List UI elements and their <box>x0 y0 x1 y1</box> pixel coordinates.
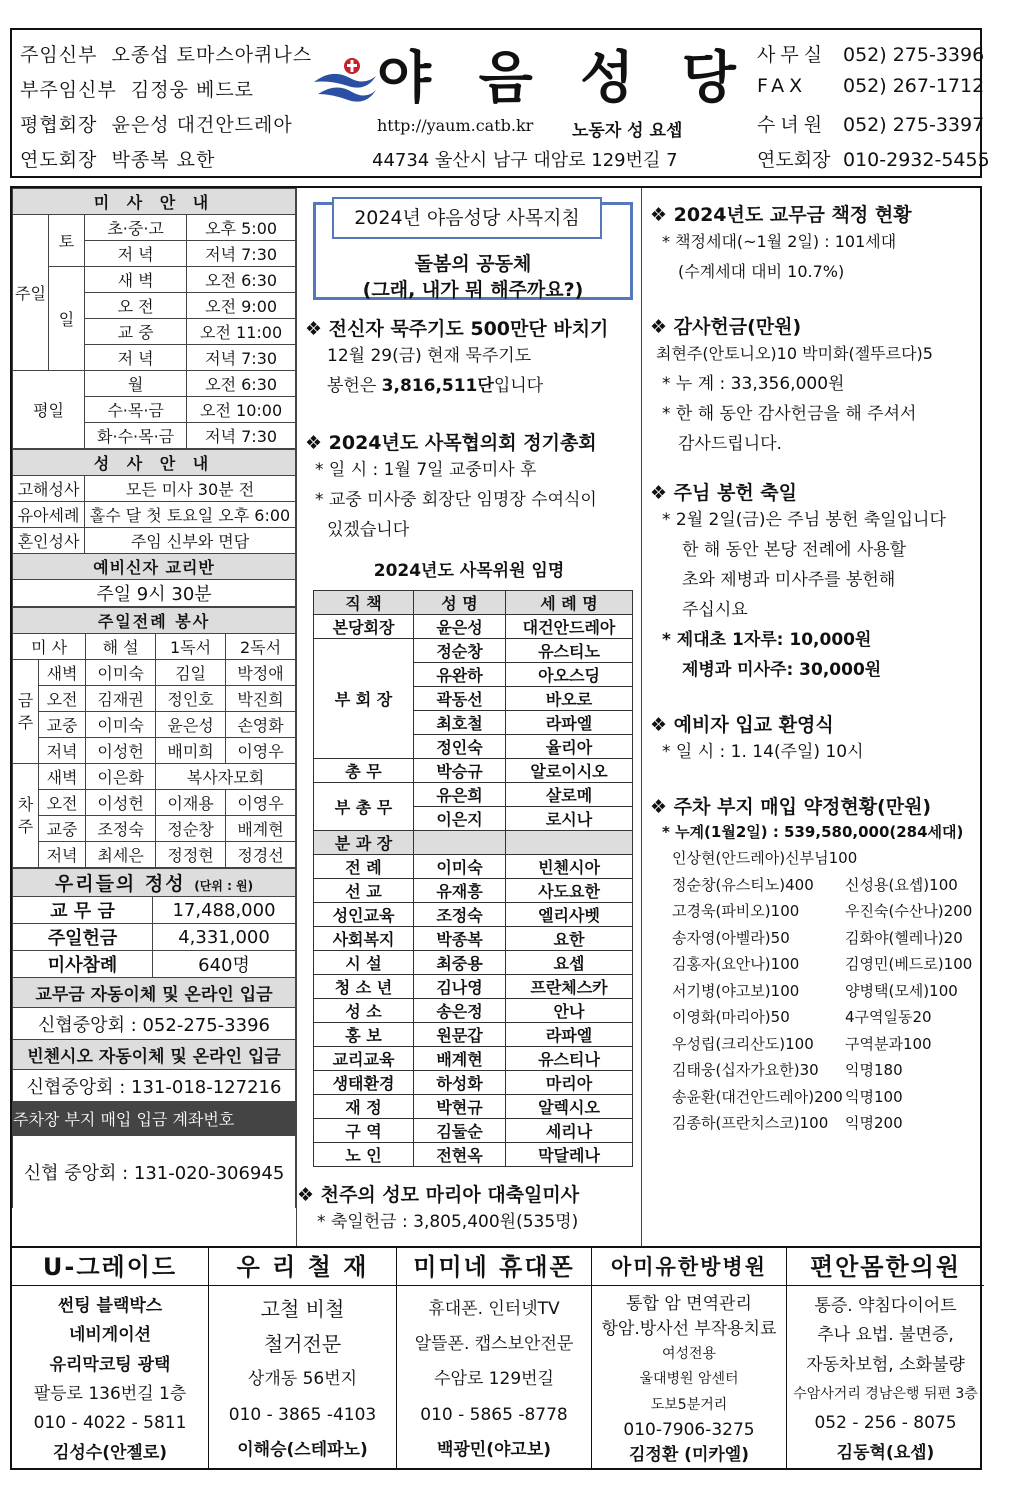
ad-line: 010 - 3865 -4103 <box>228 1404 377 1425</box>
committee-role: 홍 보 <box>314 1023 414 1047</box>
committee-role: 총 무 <box>314 759 414 783</box>
bulletin-header <box>10 28 990 178</box>
committee-baptism: 빈첸시아 <box>506 855 633 879</box>
ad-block <box>592 1248 787 1470</box>
ad-block <box>397 1248 592 1470</box>
mass-name: 수·목·금 <box>85 397 187 423</box>
donor-entry: 우성립(크리산도)100 <box>672 1034 814 1053</box>
committee-name: 박종복 <box>414 927 506 951</box>
committee-role: 청 소 년 <box>314 975 414 999</box>
committee-name: 원문갑 <box>414 1023 506 1047</box>
committee-baptism: 사도요한 <box>506 879 633 903</box>
committee-baptism: 요한 <box>506 927 633 951</box>
committee-baptism: 라파엘 <box>506 1023 633 1047</box>
mass-name: 새 벽 <box>85 267 187 293</box>
sunday-day-label: 일 <box>49 267 85 371</box>
committee-role: 전 례 <box>314 855 414 879</box>
committee-name: 김나영 <box>414 975 506 999</box>
donor-entry: 우진숙(수산나)200 <box>845 902 973 920</box>
donor-row <box>650 872 963 899</box>
offering-unit: (단위 : 원) <box>194 879 254 893</box>
offering-label: 주일헌금 <box>13 924 153 951</box>
liturgy-person: 이성헌 <box>86 790 156 816</box>
donor-entry: 김화야(헬레나)20 <box>845 928 963 947</box>
liturgy-table <box>12 607 296 868</box>
committee-baptism: 아오스딩 <box>506 663 633 687</box>
prayer-text: 입니다 <box>493 376 544 396</box>
committee-name: 정인숙 <box>414 735 506 759</box>
mass-time: 오전 6:30 <box>187 371 296 397</box>
committee-baptism: 라파엘 <box>506 711 633 735</box>
donor-entry: 신성용(요셉)100 <box>845 875 958 894</box>
donor-row <box>650 1004 963 1031</box>
weekday-label: 평일 <box>13 371 85 449</box>
committee-name: 박승규 <box>414 759 506 783</box>
donor-entry: 4구역일동20 <box>845 1008 932 1026</box>
sacrament-info: 홀수 달 첫 토요일 오후 6:00 <box>85 502 296 528</box>
motto: 노동자 성 요셉 <box>572 121 683 141</box>
prayer-line2 <box>305 371 608 401</box>
col-head: 미 사 <box>13 634 86 660</box>
middle-column <box>296 188 642 1246</box>
header-staff-2: 부주임신부 김정웅 베드로 <box>20 79 255 101</box>
committee-baptism: 바오로 <box>506 687 633 711</box>
liturgy-person: 윤은성 <box>156 712 226 738</box>
sacrament-name: 혼인성사 <box>13 528 85 554</box>
donor-entry: 인상현(안드레아)신부님100 <box>672 849 858 867</box>
next-week-label: 차주 <box>13 764 39 868</box>
welcome-date: * 일 시 : 1. 14(주일) 10시 <box>662 742 864 762</box>
committee-role: 본당회장 <box>314 615 414 639</box>
contact-convent: 수녀원 052) 275-3397 <box>757 114 985 136</box>
mass-name: 월 <box>85 371 187 397</box>
sacrament-info: 주임 신부와 면담 <box>85 528 296 554</box>
prayer-text: 봉헌은 <box>327 376 382 396</box>
bank2-title: 빈첸시오 자동이체 및 온라인 입금 <box>13 1040 296 1070</box>
ad-line: 052 - 256 - 8075 <box>814 1413 957 1434</box>
liturgy-person: 이영우 <box>226 738 296 764</box>
ad-block <box>12 1248 209 1470</box>
committee-name: 윤은성 <box>414 615 506 639</box>
donor-entry: 양병택(모세)100 <box>845 981 958 1000</box>
liturgy-mass: 교중 <box>39 712 86 738</box>
this-week-label: 금주 <box>13 660 39 764</box>
committee-subtitle: 2024년도 사목위원 임명 <box>373 561 565 581</box>
committee-name: 유완하 <box>414 663 506 687</box>
bank3-title: 주차장 부지 매입 입금 계좌번호 <box>13 1102 296 1136</box>
donor-entry: 익명180 <box>845 1061 903 1079</box>
sunday-label: 주일 <box>13 215 49 371</box>
donor-row <box>650 1057 963 1084</box>
liturgy-person: 이재용 <box>156 790 226 816</box>
donor-entry: 김종하(프란치스코)100 <box>672 1114 829 1132</box>
sacrament-table <box>12 449 296 607</box>
ad-title: 우 리 철 재 <box>209 1248 396 1286</box>
liturgy-mass: 새벽 <box>39 764 86 790</box>
mass-time: 저녁 7:30 <box>187 345 296 371</box>
committee-name: 박현규 <box>414 1095 506 1119</box>
committee-name: 하성화 <box>414 1071 506 1095</box>
donor-entry: 송윤환(대건안드레아)200 <box>672 1087 843 1106</box>
mass-name: 화·수·목·금 <box>85 423 187 449</box>
sacrament-name: 고해성사 <box>13 476 85 502</box>
donor-row <box>650 925 963 952</box>
donor-row <box>650 978 963 1005</box>
committee-role: 사회복지 <box>314 927 414 951</box>
committee-baptism: 율리아 <box>506 735 633 759</box>
ad-line: 고철 비철 <box>260 1297 345 1321</box>
committee-baptism: 마리아 <box>506 1071 633 1095</box>
committee-baptism: 살로메 <box>506 783 633 807</box>
feast-candle-price: * 제대초 1자루: 10,000원 <box>662 630 872 650</box>
offering-title-text: 우리들의 정성 <box>54 873 186 895</box>
committee-baptism: 요셉 <box>506 951 633 975</box>
liturgy-person: 배계현 <box>226 816 296 842</box>
committee-role: 노 인 <box>314 1143 414 1167</box>
ad-line: 수암사거리 경남은행 뒤편 3층 <box>793 1386 978 1402</box>
committee-name: 김둘순 <box>414 1119 506 1143</box>
feast-line2: 한 해 동안 본당 전례에 사용할 <box>682 540 907 560</box>
liturgy-person: 이성헌 <box>86 738 156 764</box>
committee-baptism: 세리나 <box>506 1119 633 1143</box>
offering-label: 미사참례 <box>13 951 153 978</box>
ad-line: 수암로 129번길 <box>434 1369 554 1390</box>
committee-role: 선 교 <box>314 879 414 903</box>
ad-line: 통증. 약침다이어트 <box>814 1296 957 1316</box>
liturgy-person: 이미숙 <box>86 712 156 738</box>
liturgy-person: 조정숙 <box>86 816 156 842</box>
feast-line3: 초와 제병과 미사주를 봉헌해 <box>682 570 896 590</box>
liturgy-mass: 새벽 <box>39 660 86 686</box>
ad-line: 김성수(안젤로) <box>52 1442 168 1463</box>
committee-role: 성 소 <box>314 999 414 1023</box>
ad-line: 자동차보험, 소화불량 <box>806 1354 965 1375</box>
donor-entry: 익명200 <box>845 1114 903 1132</box>
pastoral-line1: 돌봄의 공동체 <box>414 253 532 275</box>
ad-title: U-그레이드 <box>12 1248 208 1286</box>
sacrament-name: 유아세례 <box>13 502 85 528</box>
col-head: 2독서 <box>226 634 296 660</box>
ad-block <box>787 1248 984 1470</box>
donor-entry: 이영화(마리아)50 <box>672 1008 790 1026</box>
donor-entry: 송자영(아벨라)50 <box>672 928 790 947</box>
committee-name: 최중용 <box>414 951 506 975</box>
header-staff-1: 주임신부 오종섭 토마스아퀴나스 <box>20 44 313 66</box>
ad-line: 김정환 (미카엘) <box>629 1444 749 1465</box>
pastoral-title: 2024년 야음성당 사목지침 <box>332 197 602 239</box>
ad-block <box>209 1248 397 1470</box>
liturgy-person: 김일 <box>156 660 226 686</box>
feast-title: ❖ 주님 봉헌 축일 <box>650 482 798 504</box>
donor-row <box>650 1084 963 1111</box>
sacrament-title: 성 사 안 내 <box>13 450 296 476</box>
thanks-total: * 누 계 : 33,356,000원 <box>662 374 845 394</box>
catechumen-title: 예비신자 교리반 <box>13 554 296 580</box>
liturgy-mass: 저녁 <box>39 738 86 764</box>
website-link[interactable]: http://yaum.catb.kr <box>377 116 534 135</box>
donor-entry: 김영민(베드로)100 <box>845 955 973 973</box>
committee-baptism: 알렉시오 <box>506 1095 633 1119</box>
ad-line: 휴대폰. 인터넷TV <box>428 1299 560 1319</box>
address: 44734 울산시 남구 대암로 129번길 7 <box>372 150 678 171</box>
committee-name: 최호철 <box>414 711 506 735</box>
ad-line: 썬팅 블랙박스 <box>57 1296 163 1316</box>
col-head: 직 책 <box>314 591 414 615</box>
offering-value: 640명 <box>153 951 296 978</box>
pastoral-box <box>313 202 633 300</box>
liturgy-person: 이미숙 <box>86 660 156 686</box>
ad-line: 백광민(야고보) <box>436 1439 552 1460</box>
parking-title: ❖ 주차 부지 매입 약정현황(만원) <box>650 796 932 818</box>
feast-host-price: 제병과 미사주: 30,000원 <box>682 660 882 680</box>
donor-entry: 구역분과100 <box>845 1034 932 1053</box>
donor-entry: 김홍자(요안나)100 <box>672 955 800 973</box>
bank2-account: 신협중앙회 : 131-018-127216 <box>13 1070 296 1102</box>
donor-entry: 익명100 <box>845 1087 903 1106</box>
col-head: 해 설 <box>86 634 156 660</box>
thanks-line3: * 한 해 동안 감사헌금을 해 주셔서 <box>662 404 917 424</box>
liturgy-person: 배미희 <box>156 738 226 764</box>
committee-baptism: 대건안드레아 <box>506 615 633 639</box>
col-head: 성 명 <box>414 591 506 615</box>
sacrament-info: 모든 미사 30분 전 <box>85 476 296 502</box>
council-title: ❖ 2024년도 사목협의회 정기총회 <box>305 432 597 454</box>
offering-title <box>13 869 296 897</box>
ad-line: 도보5분거리 <box>650 1396 728 1413</box>
liturgy-person: 최세은 <box>86 842 156 868</box>
council-line1: * 일 시 : 1월 7일 교중미사 후 <box>315 460 537 480</box>
liturgy-person: 박진희 <box>226 686 296 712</box>
contact-yeondo: 연도회장 010-2932-5455 <box>757 149 990 171</box>
contact-fax: FAX 052) 267-1712 <box>757 75 985 97</box>
mass-time: 저녁 7:30 <box>187 423 296 449</box>
committee-role: 성인교육 <box>314 903 414 927</box>
prayer-count: 3,816,511단 <box>381 376 494 396</box>
mass-schedule-table <box>12 188 296 449</box>
donor-row <box>650 1110 963 1137</box>
liturgy-person: 정인호 <box>156 686 226 712</box>
header-staff-4: 연도회장 박종복 요한 <box>20 149 216 171</box>
ad-title: 아미유한방병원 <box>592 1248 786 1286</box>
ad-line: 여성전용 <box>661 1346 717 1363</box>
catechumen-time: 주일 9시 30분 <box>13 580 296 607</box>
contact-office: 사무실 052) 275-3396 <box>757 44 985 66</box>
committee-name: 송은정 <box>414 999 506 1023</box>
ad-line: 010 - 4022 - 5811 <box>33 1413 187 1434</box>
donor-entry: 서기병(야고보)100 <box>672 981 800 1000</box>
header-staff-3: 평협회장 윤은성 대건안드레아 <box>20 114 293 136</box>
liturgy-mass: 교중 <box>39 816 86 842</box>
ad-title: 편안몸한의원 <box>787 1248 984 1286</box>
offering-value: 4,331,000 <box>153 924 296 951</box>
liturgy-person: 이영우 <box>226 790 296 816</box>
bank1-account: 신협중앙회 : 052-275-3396 <box>13 1008 296 1040</box>
thanks-line4: 감사드립니다. <box>678 434 782 454</box>
mass-name: 초·중·고 <box>85 215 187 241</box>
church-title: 야 음 성 당 <box>377 46 750 111</box>
ad-line: 알뜰폰. 캡스보안전문 <box>414 1334 574 1355</box>
mass-name: 교 중 <box>85 319 187 345</box>
committee-baptism: 프란체스카 <box>506 975 633 999</box>
committee-baptism: 알로이시오 <box>506 759 633 783</box>
mass-time: 오전 6:30 <box>187 267 296 293</box>
mass-time: 저녁 7:30 <box>187 241 296 267</box>
prayer-title: ❖ 전신자 묵주기도 500만단 바치기 <box>305 318 609 340</box>
ad-line: 울대병원 암센터 <box>639 1371 739 1388</box>
donor-row <box>650 845 963 872</box>
ad-line: 상개동 56번지 <box>247 1369 358 1390</box>
prayer-line1: 12월 29(금) 현재 묵주기도 <box>327 346 532 366</box>
left-column <box>12 188 296 1246</box>
committee-baptism: 엘리사벳 <box>506 903 633 927</box>
mass-time: 오전 10:00 <box>187 397 296 423</box>
committee-name: 유재흥 <box>414 879 506 903</box>
church-logo-icon <box>312 52 378 106</box>
mass-name: 오 전 <box>85 293 187 319</box>
donor-row <box>650 951 973 978</box>
committee-role: 생태환경 <box>314 1071 414 1095</box>
feast-line1: * 2월 2일(금)은 주님 봉헌 축일입니다 <box>662 510 946 530</box>
ad-line: 항암.방사선 부작용치료 <box>601 1319 777 1340</box>
saturday-label: 토 <box>49 215 85 267</box>
ad-line: 추나 요법. 불면증, <box>817 1325 954 1346</box>
liturgy-person: 정경선 <box>226 842 296 868</box>
committee-name: 이미숙 <box>414 855 506 879</box>
committee-name: 곽동선 <box>414 687 506 711</box>
offering-label: 교 무 금 <box>13 897 153 924</box>
offering-table <box>12 868 296 1208</box>
ad-line: 김동혁(요셉) <box>836 1442 935 1463</box>
liturgy-person: 김재권 <box>86 686 156 712</box>
donor-entry: 김태웅(십자가요한)30 <box>672 1061 819 1079</box>
bank3-account: 신협 중앙회 : 131-020-306945 <box>13 1136 296 1208</box>
mass-name: 저 녁 <box>85 241 187 267</box>
committee-division-head: 분 과 장 <box>314 831 414 855</box>
committee-name: 이은지 <box>414 807 506 831</box>
committee-baptism: 로시나 <box>506 807 633 831</box>
parking-donors <box>650 845 973 1137</box>
donor-row <box>650 898 973 925</box>
donor-entry: 고경욱(파비오)100 <box>672 902 800 920</box>
ad-line: 유리막코팅 광택 <box>49 1354 171 1375</box>
ads-strip <box>10 1248 982 1470</box>
council-line2: * 교중 미사중 회장단 임명장 수여식이 <box>315 490 597 510</box>
committee-role: 부 총 무 <box>314 783 414 831</box>
ad-title: 미미네 휴대폰 <box>397 1248 591 1286</box>
ad-line: 010-7906-3275 <box>623 1419 755 1440</box>
col-head: 세 례 명 <box>506 591 633 615</box>
mass-time: 오후 5:00 <box>187 215 296 241</box>
liturgy-mass: 저녁 <box>39 842 86 868</box>
dues-line2: (수계세대 대비 10.7%) <box>678 262 845 281</box>
ad-line: 팔등로 136번길 1층 <box>33 1384 187 1404</box>
committee-name: 유은희 <box>414 783 506 807</box>
pastoral-line2: (그래, 내가 뭐 해주까요?) <box>362 279 584 301</box>
liturgy-person: 정순창 <box>156 816 226 842</box>
parking-total: * 누계(1월2일) : 539,580,000(284세대) <box>662 823 964 841</box>
committee-baptism: 막달레나 <box>506 1143 633 1167</box>
welcome-title: ❖ 예비자 입교 환영식 <box>650 714 834 736</box>
offering-value: 17,488,000 <box>153 897 296 924</box>
donor-row <box>650 1031 963 1058</box>
committee-baptism: 안나 <box>506 999 633 1023</box>
liturgy-person: 손영화 <box>226 712 296 738</box>
committee-baptism: 유스티나 <box>506 1047 633 1071</box>
liturgy-person: 복사자모회 <box>156 764 296 790</box>
bank1-title: 교무금 자동이체 및 온라인 입금 <box>13 978 296 1008</box>
thanks-title: ❖ 감사헌금(만원) <box>650 316 802 338</box>
liturgy-person: 이은화 <box>86 764 156 790</box>
mass-time: 오전 11:00 <box>187 319 296 345</box>
liturgy-person: 정정현 <box>156 842 226 868</box>
committee-role: 재 정 <box>314 1095 414 1119</box>
dues-title: ❖ 2024년도 교무금 책정 현황 <box>650 204 912 226</box>
dues-line1: * 책정세대(~1월 2일) : 101세대 <box>662 232 897 251</box>
mass-title: 미 사 안 내 <box>13 189 296 215</box>
ad-line: 철거전문 <box>263 1332 342 1357</box>
committee-name: 전현옥 <box>414 1143 506 1167</box>
col-head: 1독서 <box>156 634 226 660</box>
committee-name: 배계현 <box>414 1047 506 1071</box>
committee-name: 조정숙 <box>414 903 506 927</box>
committee-role: 시 설 <box>314 951 414 975</box>
ad-line: 네비게이션 <box>68 1325 152 1346</box>
mary-title: ❖ 천주의 성모 마리아 대축일미사 <box>297 1184 580 1206</box>
mary-offering: * 축일헌금 : 3,805,400원(535명) <box>317 1212 579 1232</box>
committee-baptism: 유스티노 <box>506 639 633 663</box>
committee-table <box>313 590 633 1167</box>
ad-line: 010 - 5865 -8778 <box>420 1404 568 1425</box>
council-line3: 있겠습니다 <box>327 520 410 540</box>
mass-name: 저 녁 <box>85 345 187 371</box>
liturgy-title: 주일전례 봉사 <box>13 608 296 634</box>
committee-role: 교리교육 <box>314 1047 414 1071</box>
liturgy-person: 박정애 <box>226 660 296 686</box>
committee-role: 구 역 <box>314 1119 414 1143</box>
liturgy-mass: 오전 <box>39 686 86 712</box>
ad-line: 이해승(스테파노) <box>237 1439 368 1460</box>
feast-line4: 주십시요 <box>682 600 748 620</box>
liturgy-mass: 오전 <box>39 790 86 816</box>
mass-time: 오전 9:00 <box>187 293 296 319</box>
ad-line: 통합 암 면역관리 <box>626 1294 752 1314</box>
committee-role: 부 회 장 <box>314 639 414 759</box>
thanks-line1: 최현주(안토니오)10 박미화(젤뚜르다)5 <box>656 344 933 363</box>
committee-name: 정순창 <box>414 639 506 663</box>
donor-entry: 정순창(유스티노)400 <box>672 875 814 894</box>
